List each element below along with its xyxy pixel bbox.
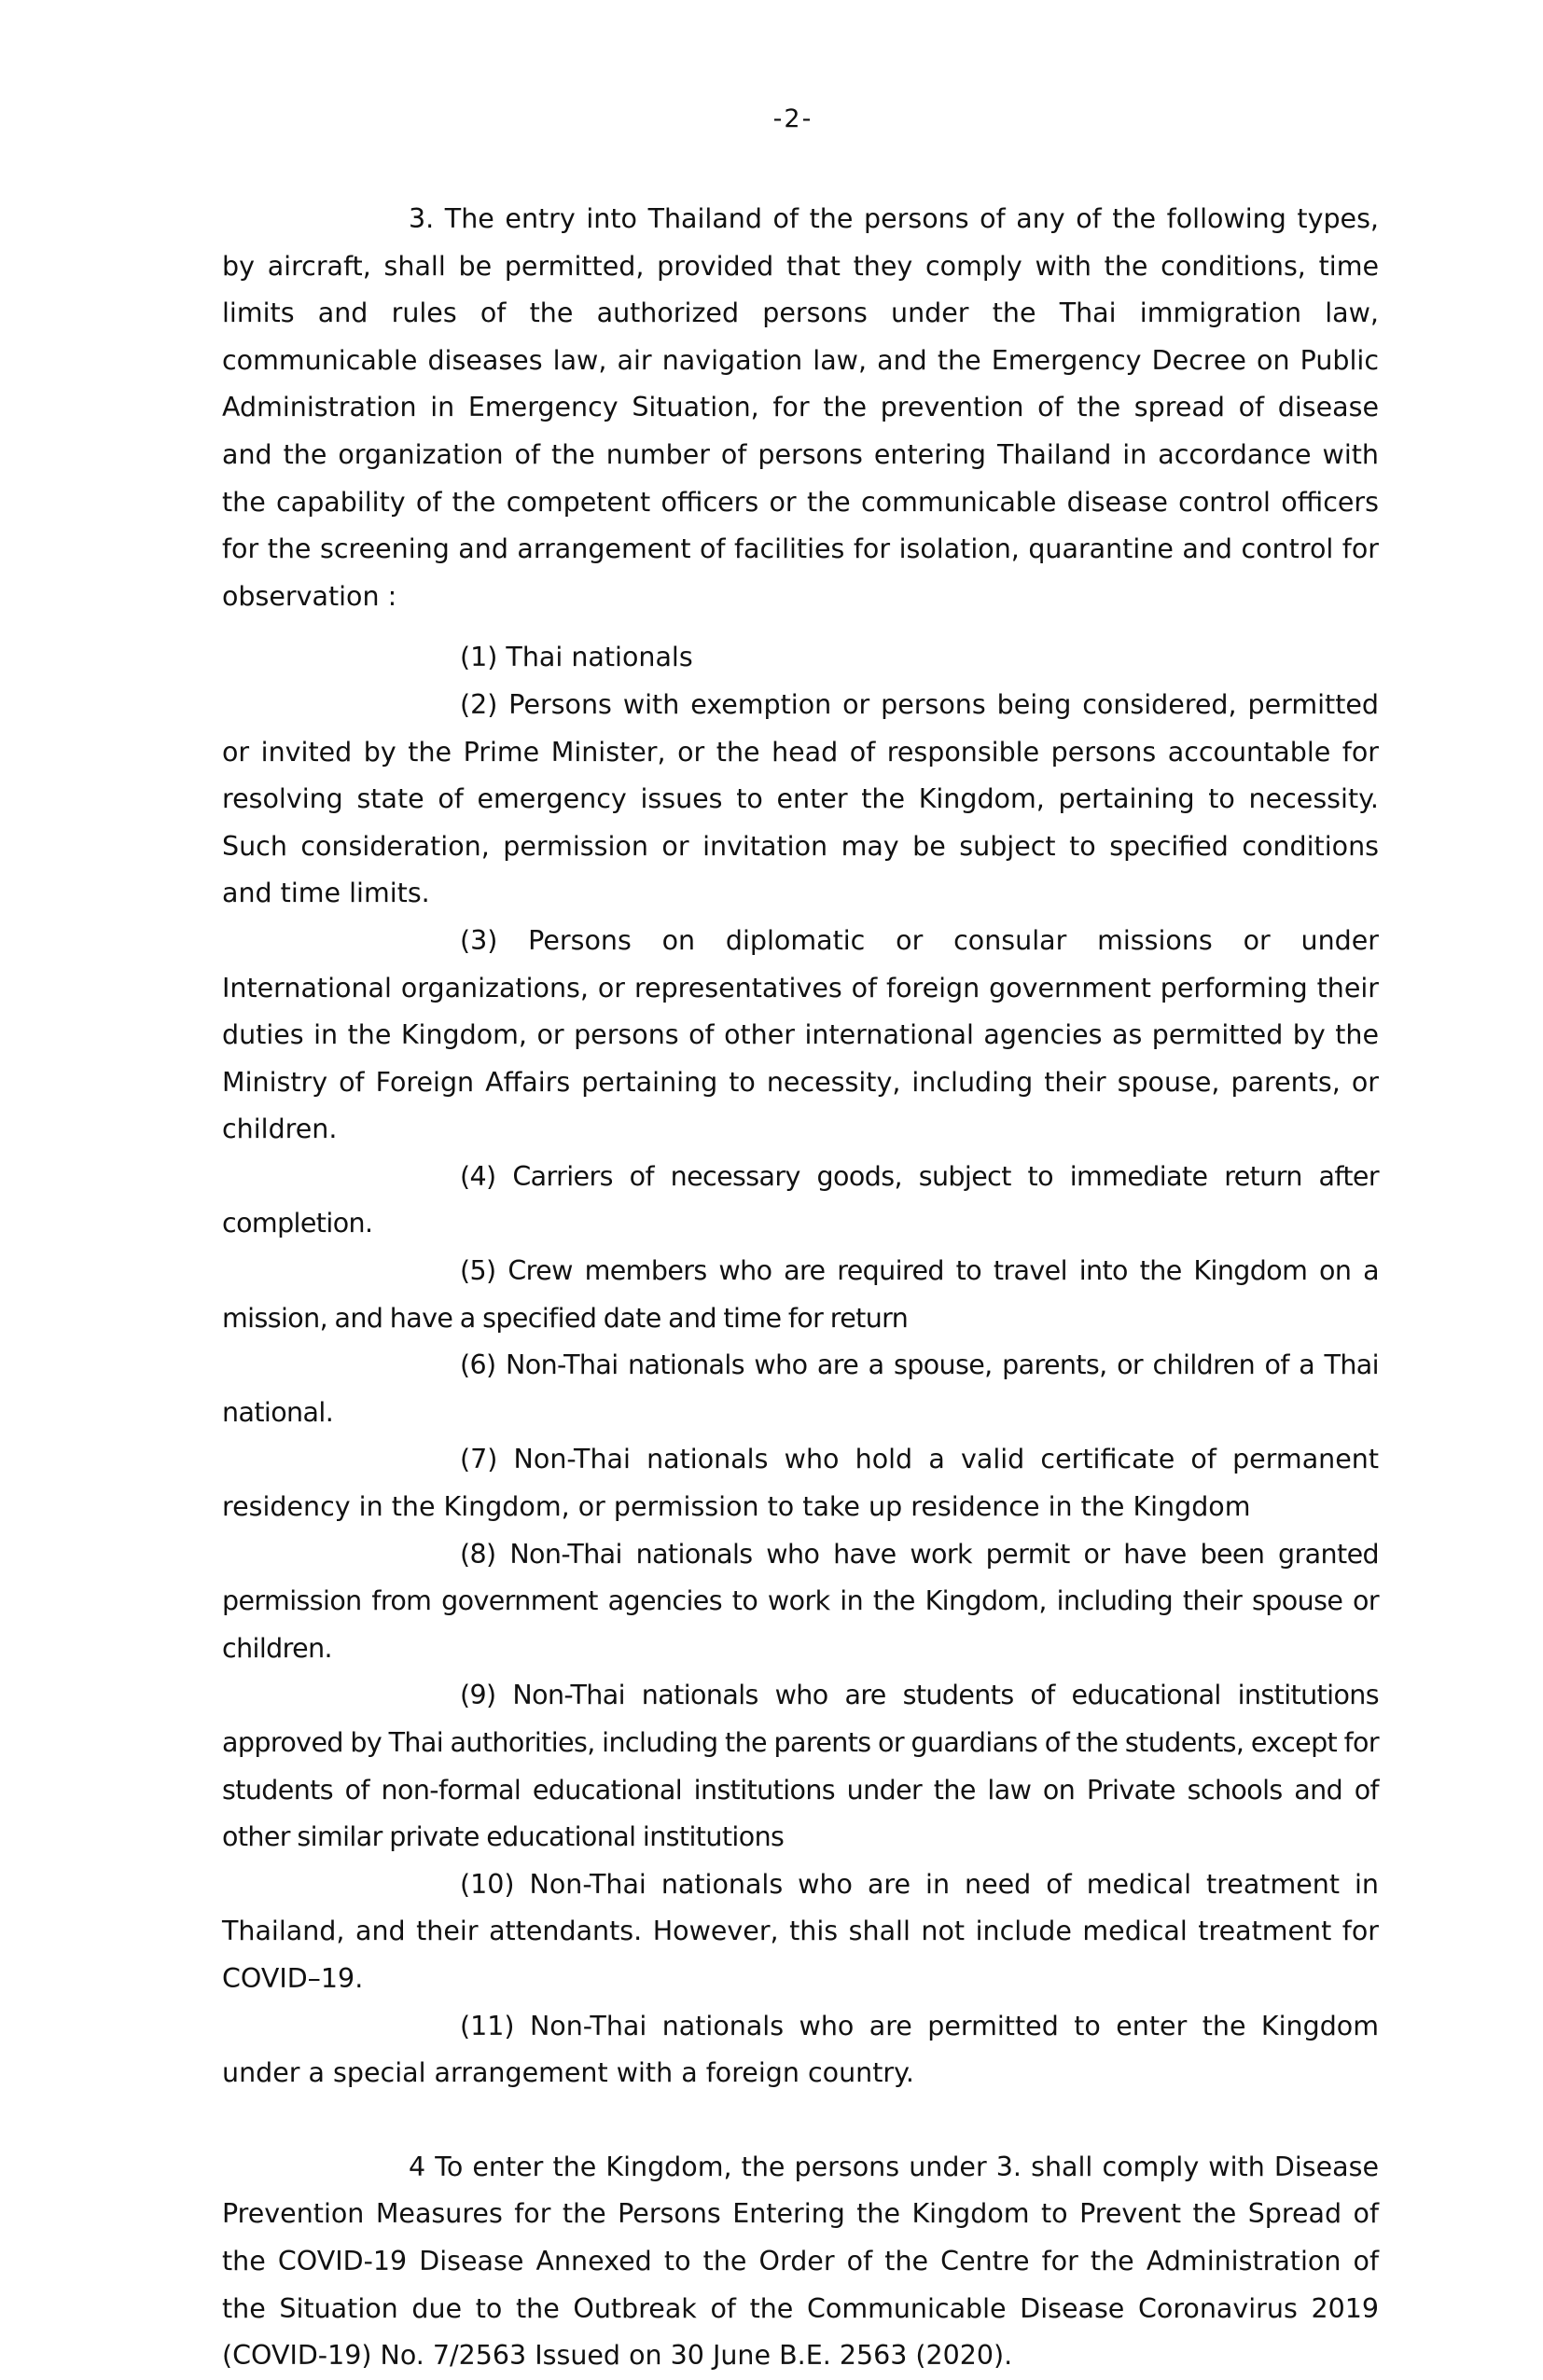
list-item-10: (10) Non-Thai nationals who are in need of medical treatment in Thailand, and their attendants. However, this shall not include medical treatment for COVID–19.: [222, 1868, 1379, 1994]
section-3-paragraph: 3. The entry into Thailand of the persons of any of the following types, by aircraft, shall be permitted, provided that they comply with the conditions, time limits and rules of the authorized persons under the Thai immigration law, communicable diseases law, air navigation law, and the Emergency Decree on Public Administration in Emergency Situation, for the prevention of the spread of disease and the organization of the number of persons entering Thailand in accordance with the capability of the competent officers or the communicable disease control officers for the screening and arrangement of facilities for isolation, quarantine and control for observation :: [222, 203, 1379, 612]
document-body: [222, 196, 1379, 2380]
list-item-11: (11) Non-Thai nationals who are permitted to enter the Kingdom under a special arrangement with a foreign country.: [222, 2010, 1379, 2089]
permitted-persons-list: [222, 634, 1379, 2096]
list-item-7: (7) Non-Thai nationals who hold a valid certificate of permanent residency in the Kingdom, or permission to take up residence in the Kingdom: [222, 1444, 1379, 1523]
list-item-8: (8) Non-Thai nationals who have work permit or have been granted permission from government agencies to work in the Kingdom, including their spouse or children.: [222, 1538, 1379, 1664]
list-item-9: (9) Non-Thai nationals who are students of educational institutions approved by Thai authorities, including the parents or guardians of the students, except for students of non-formal educational institutions under the law on Private schools and of other similar private educational institutions: [222, 1680, 1379, 1853]
list-item-1: (1) Thai nationals: [460, 642, 693, 673]
section-4-paragraph: 4 To enter the Kingdom, the persons under 3. shall comply with Disease Prevention Measures for the Persons Entering the Kingdom to Prevent the Spread of the COVID-19 Disease Annexed to the Order of the Centre for the Administration of the Situation due to the Outbreak of the Communicable Disease Coronavirus 2019 (COVID-19) No. 7/2563 Issued on 30 June B.E. 2563 (2020).: [222, 2151, 1379, 2372]
list-item-2: (2) Persons with exemption or persons being considered, permitted or invited by the Prime Minister, or the head of responsible persons accountable for resolving state of emergency issues to enter the Kingdom, pertaining to necessity. Such consideration, permission or invitation may be subject to specified conditions and time limits.: [222, 688, 1379, 909]
list-item-6: (6) Non-Thai nationals who are a spouse, parents, or children of a Thai national.: [222, 1349, 1379, 1428]
page-number: -2-: [772, 104, 813, 133]
section-spacer: [222, 2097, 1379, 2144]
list-item-3: (3) Persons on diplomatic or consular missions or under International organizations, or representatives of foreign government performing their duties in the Kingdom, or persons of other international agencies as permitted by the Ministry of Foreign Affairs pertaining to necessity, including their spouse, parents, or children.: [222, 924, 1379, 1145]
list-item-5: (5) Crew members who are required to travel into the Kingdom on a mission, and have a specified date and time for return: [222, 1255, 1379, 1334]
list-item-4: (4) Carriers of necessary goods, subject to immediate return after completion.: [222, 1160, 1379, 1239]
